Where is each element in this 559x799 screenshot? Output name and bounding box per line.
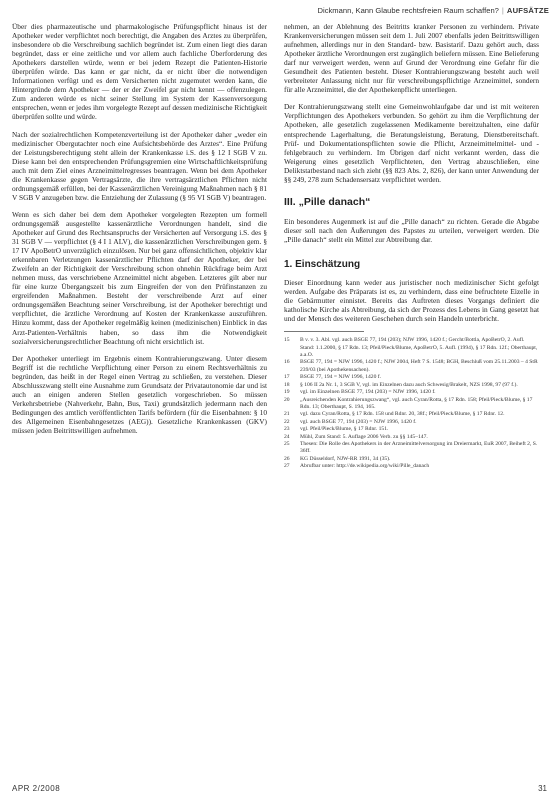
left-column: [12, 22, 267, 443]
footnote: [284, 374, 539, 381]
footnote: [284, 434, 539, 441]
footnote-text: B v. v. 3. Abl. vgl. auch BSGE 77, 194 (203); NJW 1996, 1420 f.; Gercht/Bottla, ApoBetrO, 2. Aufl. Stand: 1.1.2000, § 17 Rdn. 13; Pfeil/Pieck/Blume, ApoBetrO, 5. Aufl. (1994), § 17 Rdn. 12f.; Oberthaupt, a.a.O.: [300, 337, 538, 359]
footnote: [284, 411, 539, 418]
footnote-number: 22: [284, 418, 290, 425]
footnote-text: KG Düsseldorf, NJW-RR 1991, 34 (35).: [300, 455, 391, 462]
section-heading: III. „Pille danach“: [284, 195, 371, 208]
running-title: Dickmann, Kann Glaube rechtsfreien Raum schaffen?: [317, 6, 499, 15]
footnote-text: vgl. im Einzelnen BSGE 77, 194 (203) = NJW 1996, 1420 f.: [300, 389, 436, 396]
footnote-text: BSGE 77, 194 = NJW 1996, 1420 f.; NJW 2004, Heft 7 S. 1548; BGH, Beschluß vom 25.11.2003 – 4 StR 239/03 (bei Apothekensachen).: [300, 359, 538, 373]
footnote-text: „Ausreichenden Kontrahierungszwang“, vgl. auch Cyran/Rotta, § 17 Rdn. 158; Pfeil/Pieck/Blume, § 17 Rdn. 13; Oberthaupt, S. 194, 165.: [300, 396, 533, 410]
footnote-text: Thesen: Die Rolle des Apothekers in der Arzneimittelversorgung im Dreiermarkt, EuR 2007, Beiheft 2, S. 36ff.: [300, 440, 538, 455]
footnote-number: 21: [284, 411, 290, 418]
right-column: [284, 22, 539, 471]
footnote: [284, 397, 539, 412]
body-paragraph: nehmen, an der Ablehnung des Beitritts kranker Personen zu verhindern. Private Krankenversicherungen müssen seit dem 1. Juli 2007 ebenfalls jeden Beitrittswilligen aufnehmen, allerdings nur in den Standard- bzw. Basistarif. Dazu gehört auch, dass Apotheker ärztliche Verordnungen erst zugänglich beliefern müssen. Eine Belieferung darf nur verweigert werden, wenn auf Grund der Verordnung eine Gefahr für die Gesundheit des Patienten besteht. Dieser Kontrahierungszwang besteht auch weil verbreiteter Anlassung nicht nur für verschreibungspflichtige Arzneimittel, sondern für alle Arzneimittel, die der Apothekenpflicht unterliegen.: [284, 22, 539, 95]
body-paragraph: Über dies pharmazeutische und pharmakologische Prüfungspflicht hinaus ist der Apotheker weder verpflichtet noch berechtigt, die Angaben des Arztes zu überprüfen, insbesondere ob die Verschreibung sachlich begründet ist. Zum einen liegt dies daran begründet, dass er eine zeitliche und vor allem auch fachliche Überforderung des Apothekers darstellen würde, wenn er bei jedem Rezept die Patienten-Historie überprüfen würde. Das kann er gar nicht, da er nicht über die notwendigen Informationen verfügt und es dem Versicherten nicht zugemutet werden kann, die Hintergründe dem Apotheker — der er der Zweifel gar nicht kennt — offenzulegen. Zum anderen würde es nicht seiner Stellung im System der Kassenversorgung entsprechen, wenn er jedes ihm vorgelegte Rezept auf dessen medizinische Richtigkeit überprüfen sollte und würde.: [12, 22, 267, 122]
footnote-number: 24: [284, 433, 290, 440]
footnote-number: 17: [284, 374, 290, 381]
footnote-text: BSGE 77, 194 = NJW 1996, 1420 f.: [300, 374, 382, 381]
body-paragraph: Dieser Einordnung kann weder aus juristischer noch medizinischer Sicht gefolgt werden. Aufgabe des Präparats ist es, zu verhindern, dass eine befruchtete Eizelle in die Gebärmutter einnistet. Bereits das Auftreten dieses Vorgangs definiert die katholische Kirche als Abtreibung, da sich der Prozess des Lebens in Gang gesetzt hat und der Mensch des weiteren Geschehen durch sein Handeln unterbricht.: [284, 278, 539, 324]
footnote: [284, 426, 539, 433]
footnote: [284, 441, 539, 456]
footnote-number: 16: [284, 359, 290, 366]
section-label: AUFSÄTZE: [506, 6, 549, 15]
journal-issue: APR 2/2008: [12, 784, 61, 793]
footnote-number: 25: [284, 440, 290, 447]
footnote-number: 18: [284, 381, 290, 388]
footnote-number: 27: [284, 463, 290, 470]
footnote: [284, 463, 539, 470]
footnote: [284, 389, 539, 396]
footnote-number: 15: [284, 337, 290, 344]
footnote-number: 19: [284, 389, 290, 396]
footnote-text: vgl. auch BSGE 77, 194 (203) = NJW 1996, 1420 f.: [300, 418, 417, 425]
footnote-text: vgl. Pfeil/Pieck/Blume, § 17 Rdnr. 151.: [300, 426, 389, 433]
header-separator: |: [501, 6, 504, 15]
footnote-text: vgl. dazu Cyran/Rotta, § 17 Rdn. 158 und Rdnr. 20, 38f.; Pfeil/Pieck/Blume, § 17 Rdnr. 12.: [300, 411, 505, 418]
footnote-text: Abrufbar unter: http://de.wikipedia.org/wiki/Pille_danach: [300, 463, 430, 470]
footnote-number: 26: [284, 455, 290, 462]
footnote: [284, 337, 539, 359]
footnote-text: Mühl, Zum Stand: 5. Auflage 2006 Verb. zu §§ 145–147.: [300, 433, 428, 440]
footnote-divider: [284, 331, 364, 332]
footnote: [284, 359, 539, 374]
body-paragraph: Ein besonderes Augenmerk ist auf die „Pille danach“ zu richten. Gerade die Abgabe dieser soll nach den Äußerungen des Papstes zu urteilen, verweigert werden. Die „Pille danach“ stellt ein Mittel zur Abtreibung dar.: [284, 216, 539, 244]
footnote-number: 20: [284, 396, 290, 403]
body-paragraph: Der Apotheker unterliegt im Ergebnis einem Kontrahierungszwang. Unter diesem Begriff ist die rechtliche Verpflichtung einer Person zu einem Rechtsverhältnis zu begründen, das heißt in der Regel einen Vertrag zu schließen, zu verstehen. Dieser Abschlusszwang stellt eine Ausnahme zum Grundsatz der Privatautonomie dar und ist auch an einigen anderen Stellen gesetzlich vorgeschrieben. So müssen Verkehrsbetriebe (Nahverkehr, Bahn, Bus, Taxi) grundsätzlich jedermann nach den Bedingungen des amtlich veröffentlichten Tarifs befördern (für die Eisenbahnen: § 10 des Allgemeinen Eisenbahngesetzes (AEG)). Gesetzliche Krankenkassen (GKV) müssen jeden Beitrittswilligen aufnehmen.: [12, 353, 267, 435]
subsection-heading: 1. Einschätzung: [284, 258, 361, 270]
body-paragraph: Nach der sozialrechtlichen Kompetenzverteilung ist der Apotheker daher „weder ein medizinischer Obergutachter noch eine Aufsichtsbehörde des Arztes“. Eine Prüfung der Leistungsberechtigung steht allein der Krankenkasse i.S. des § 12 I SGB V zu. Diese kann bei den entsprechenden Prüfungsgremien eine Wirtschaftlichkeitsprüfung auch mit dem Ziel eines Arzneimittelregresses beantragen. Wenn bei dem Apotheker die Krankenkasse gegen Vertragsärzte, die ihre vertragsärztlichen Pflichten nicht ordnungsgemäß erfüllen, bei der Kassenärztlichen Vereinigung Maßnahmen nach § 81 V SGB V anzugeben bzw. die Entziehung der Zulassung (§ 95 VI SGB V) beantragen.: [12, 129, 267, 202]
footnote-text: § 106 II 2a Nr. 1, 3 SGB V, vgl. im Einzelnen dazu auch Schwesig/Brakelt, NZS 1998, 97 (97 f.).: [300, 381, 518, 388]
page-number: 31: [538, 784, 547, 793]
footnote-number: 23: [284, 426, 290, 433]
footnote: [284, 382, 539, 389]
body-paragraph: Der Kontrahierungszwang stellt eine Gemeinwohlaufgabe dar und ist mit weiteren Verpflichtungen des Apothekers verbunden. So gehört zu ihm die Verpflichtung der Apotheken, alle gesetzlich zugelassenen Medikamente bereitzuhalten, eine dafür entsprechende Lagerhaltung, die Beratungsleistung, Beratung, Dienstbereitschaft. Prüf- und Dokumentationspflichten sowie die Pflicht, Arzneimittelmittel- und -fehlgebrauch zu verhindern. Im Übrigen darf nicht verkannt werden, dass die Weigerung eines gesetzlich Verpflichteten, den Vertrag abzuschließen, eine Deliktstatbestand nach sich zieht (§§ 823 Abs. 2, 826), der kann unter Anwendung der §§ 249, 278 zum Schadensersatz verpflichtet werden.: [284, 102, 539, 184]
body-paragraph: Wenn es sich daher bei dem dem Apotheker vorgelegten Rezepten um formell ordnungsgemäß ausgestellte kassenärztliche Verordnungen handelt, sind die Apotheker auf Grund des Rechtsanspruchs der Versicherten auf Versorgung i.S. des § 31 SGB V — verpflichtet (§ 4 I 1 ALV), die kassenärztlichen Verschreibungen gem. § 17 IV ApoBetrO unverzüglich einzulösen. Nur bei ganz offensichtlichen, objektiv klar erkennbaren Verletzungen kassenärztlicher Pflichten darf der Apotheker, der bei Zweifeln an der Richtigkeit der Verschreibung schon ohnehin Rückfrage beim Arzt nehmen muss, das verschriebene Arzneimittel nicht abgeben. Letzteres gilt aber nur für eine kurze Übergangszeit bis zum Eingreifen der von den Prüfinstanzen zu ergreifenden Maßnahmen. Besteht der verschreibende Arzt auf einer ordnungsgemäßen Beachtung seiner Verschreibung, ist der Apotheker berechtigt und verpflichtet, die ärztliche Verordnung auf Kosten der Krankenkasse auszuführen. Hinzu kommt, dass der Apotheker regelmäßig keinen (medizinischen) Einblick in das Arzt-Patienten-Verhältnis haben, so dass ihm die Notwendigkeit sozialversicherungsrechtlicher Beachtung oft nicht ersichtlich ist.: [12, 209, 267, 346]
footnotes: [284, 337, 539, 470]
